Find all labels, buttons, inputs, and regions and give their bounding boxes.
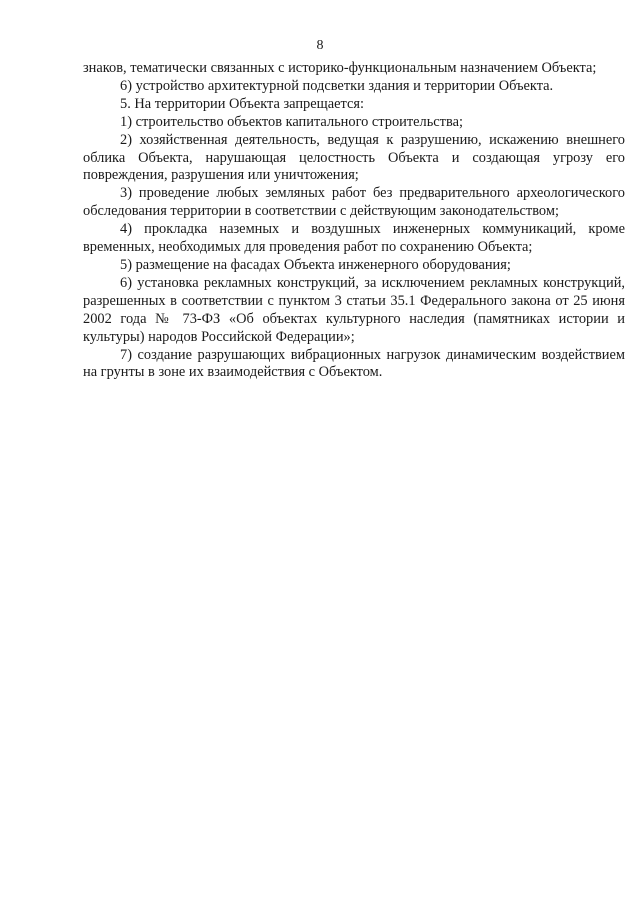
- paragraph-section-5-heading: 5. На территории Объекта запрещается:: [120, 95, 364, 112]
- paragraph-item-2-economic-activity: 2) хозяйственная деятельность, ведущая к разрушению, искажению внешнего облика Объекта, нарушающая целостность Объекта и создающая угрозу его повреждения, разрушения или уничтожения;: [83, 131, 625, 184]
- paragraph-item-6-advertising: 6) установка рекламных конструкций, за исключением рекламных конструкций, разрешенных в соответствии с пунктом 3 статьи 35.1 Федерального закона от 25 июня 2002 года № 73-ФЗ «Об объектах культурного наследия (памятниках истории и культуры) народов Российской Федерации»;: [83, 274, 625, 345]
- paragraph-item-1-construction: 1) строительство объектов капитального строительства;: [120, 113, 463, 130]
- paragraph-item-3-earthworks: 3) проведение любых земляных работ без предварительного археологического обследования территории в соответствии с действующим законодательством;: [83, 185, 625, 220]
- paragraph-continuation: знаков, тематически связанных с историко-функциональным назначением Объекта;: [83, 60, 597, 76]
- document-body: [83, 60, 625, 382]
- paragraph-item-4-utilities: 4) прокладка наземных и воздушных инженерных коммуникаций, кроме временных, необходимых для проведения работ по сохранению Объекта;: [83, 221, 625, 256]
- paragraph-item-6-lighting: 6) устройство архитектурной подсветки здания и территории Объекта.: [120, 77, 554, 94]
- page-number: 8: [316, 38, 324, 53]
- paragraph-item-7-vibration: 7) создание разрушающих вибрационных нагрузок динамическим воздействием на грунты в зоне их взаимодействия с Объектом.: [83, 346, 625, 381]
- paragraph-item-5-facade-equipment: 5) размещение на фасадах Объекта инженерного оборудования;: [120, 256, 511, 273]
